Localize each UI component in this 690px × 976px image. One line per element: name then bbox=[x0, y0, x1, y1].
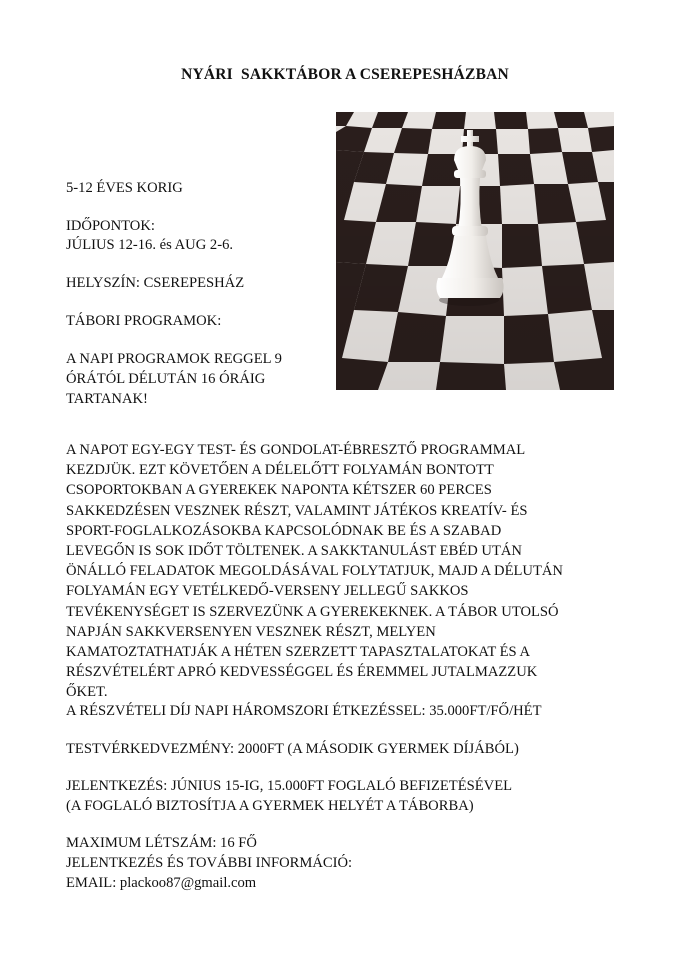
description-line: CSOPORTOKBAN A GYEREKEK NAPONTA KÉTSZER 60 PERCES bbox=[66, 482, 492, 499]
programs-heading: TÁBORI PROGRAMOK: bbox=[66, 313, 222, 329]
description-line: LEVEGŐN IS SOK IDŐT TÖLTENEK. A SAKKTANULÁST EBÉD UTÁN bbox=[66, 543, 522, 560]
participation-fee: A RÉSZVÉTELI DÍJ NAPI HÁROMSZORI ÉTKEZÉSSEL: 35.000FT/FŐ/HÉT bbox=[66, 703, 542, 719]
location: HELYSZÍN: CSEREPESHÁZ bbox=[66, 275, 245, 291]
registration-line: (A FOGLALÓ BIZTOSÍTJA A GYERMEK HELYÉT A TÁBORBA) bbox=[66, 798, 474, 815]
dates-value: JÚLIUS 12-16. és AUG 2-6. bbox=[66, 237, 234, 253]
description-line: KAMATOZTATHATJÁK A HÉTEN SZERZETT TAPASZTALATOKAT ÉS A bbox=[66, 644, 531, 661]
daily-hours-line: ÓRÁTÓL DÉLUTÁN 16 ÓRÁIG bbox=[66, 371, 266, 388]
age-range: 5-12 ÉVES KORIG bbox=[66, 180, 183, 196]
description-line: TEVÉKENYSÉGET IS SZERVEZÜNK A GYEREKEKNEK. A TÁBOR UTOLSÓ bbox=[66, 603, 559, 620]
registration-line: JELENTKEZÉS: JÚNIUS 15-IG, 15.000FT FOGLALÓ BEFIZETÉSÉVEL bbox=[66, 778, 513, 794]
chess-king-image bbox=[336, 112, 614, 390]
daily-hours-line: A NAPI PROGRAMOK REGGEL 9 bbox=[66, 351, 282, 367]
daily-hours-line: TARTANAK! bbox=[66, 391, 148, 408]
description-line: NAPJÁN SAKKVERSENYEN VESZNEK RÉSZT, MELYEN bbox=[66, 623, 436, 640]
description-line: RÉSZVÉTELÉRT APRÓ KEDVESSÉGGEL ÉS ÉREMMEL JUTALMAZZUK bbox=[66, 664, 538, 681]
description-line: ÖNÁLLÓ FELADATOK MEGOLDÁSÁVAL FOLYTATJUK, MAJD A DÉLUTÁN bbox=[66, 563, 563, 580]
program-description bbox=[66, 440, 563, 703]
description-line: ŐKET. bbox=[66, 684, 108, 701]
info-label: JELENTKEZÉS ÉS TOVÁBBI INFORMÁCIÓ: bbox=[66, 855, 353, 872]
page-title: NYÁRI SAKKTÁBOR A CSEREPESHÁZBAN bbox=[181, 66, 509, 83]
description-line: SAKKEDZÉSEN VESZNEK RÉSZT, VALAMINT JÁTÉKOS KREATÍV- ÉS bbox=[66, 502, 528, 519]
description-line: FOLYAMÁN EGY VETÉLKEDŐ-VERSENY JELLEGŰ SAKKOS bbox=[66, 583, 469, 600]
daily-hours bbox=[66, 349, 282, 410]
description-line: KEZDJÜK. EZT KÖVETŐEN A DÉLELŐTT FOLYAMÁN BONTOTT bbox=[66, 462, 494, 479]
contact-block bbox=[66, 833, 352, 894]
sibling-discount: TESTVÉRKEDVEZMÉNY: 2000FT (A MÁSODIK GYERMEK DÍJÁBÓL) bbox=[66, 741, 519, 757]
description-line: SPORT-FOGLALKOZÁSOKBA KAPCSOLÓDNAK BE ÉS A SZABAD bbox=[66, 522, 502, 539]
chess-board-illustration bbox=[336, 112, 614, 390]
dates-label: IDŐPONTOK: bbox=[66, 218, 155, 234]
description-line: A NAPOT EGY-EGY TEST- ÉS GONDOLAT-ÉBRESZTŐ PROGRAMMAL bbox=[66, 442, 526, 458]
contact-email: EMAIL: plackoo87@gmail.com bbox=[66, 875, 257, 892]
max-participants: MAXIMUM LÉTSZÁM: 16 FŐ bbox=[66, 835, 257, 851]
registration bbox=[66, 776, 512, 816]
